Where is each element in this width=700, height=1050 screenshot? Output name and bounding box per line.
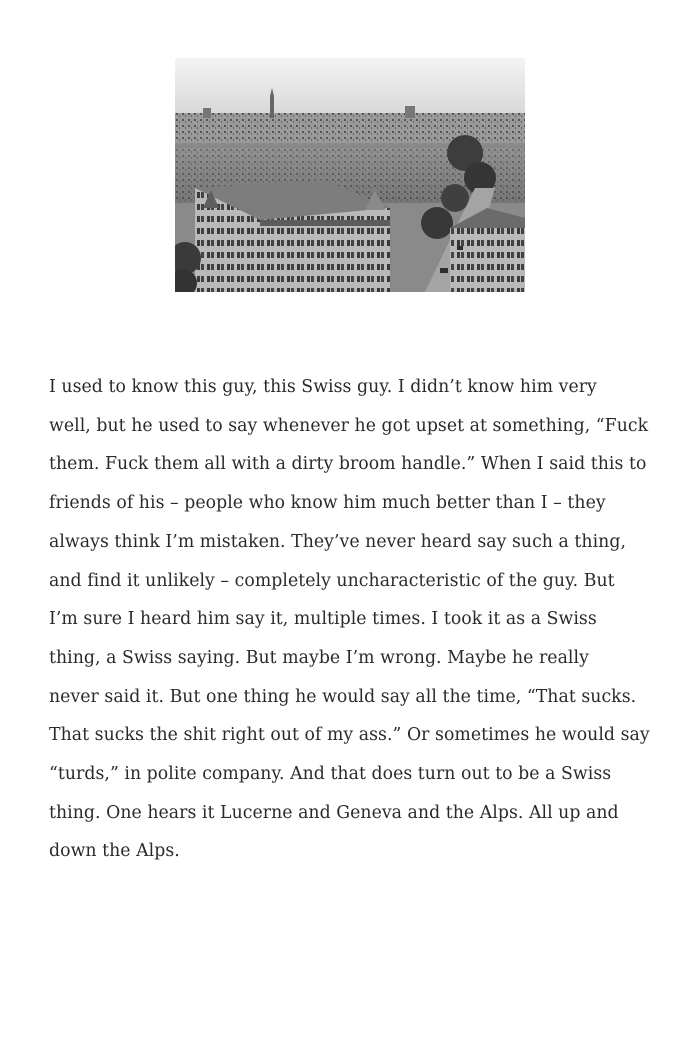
- city-rooftops-photo: [175, 58, 525, 292]
- body-paragraph: I used to know this guy, this Swiss guy. I didn’t know him very well, but he used to say whenever he got upset at something, “Fuck them. Fuck them all with a dirty broom handle.” When I said this to friends of his – people who know him much better than I – they always think I’m mistaken. They’ve never heard say such a thing, and find it unlikely – completely uncharacteristic of the guy. But I’m sure I heard him say it, multiple times. I took it as a Swiss thing, a Swiss saying. But maybe I’m wrong. Maybe he really never said it. But one thing he would say all the time, “That sucks. That sucks the shit right out of my ass.” Or sometimes he would say “turds,” in polite company. And that does turn out to be a Swiss thing. One hears it Lucerne and Geneva and the Alps. All up and down the Alps.: [49, 377, 650, 862]
